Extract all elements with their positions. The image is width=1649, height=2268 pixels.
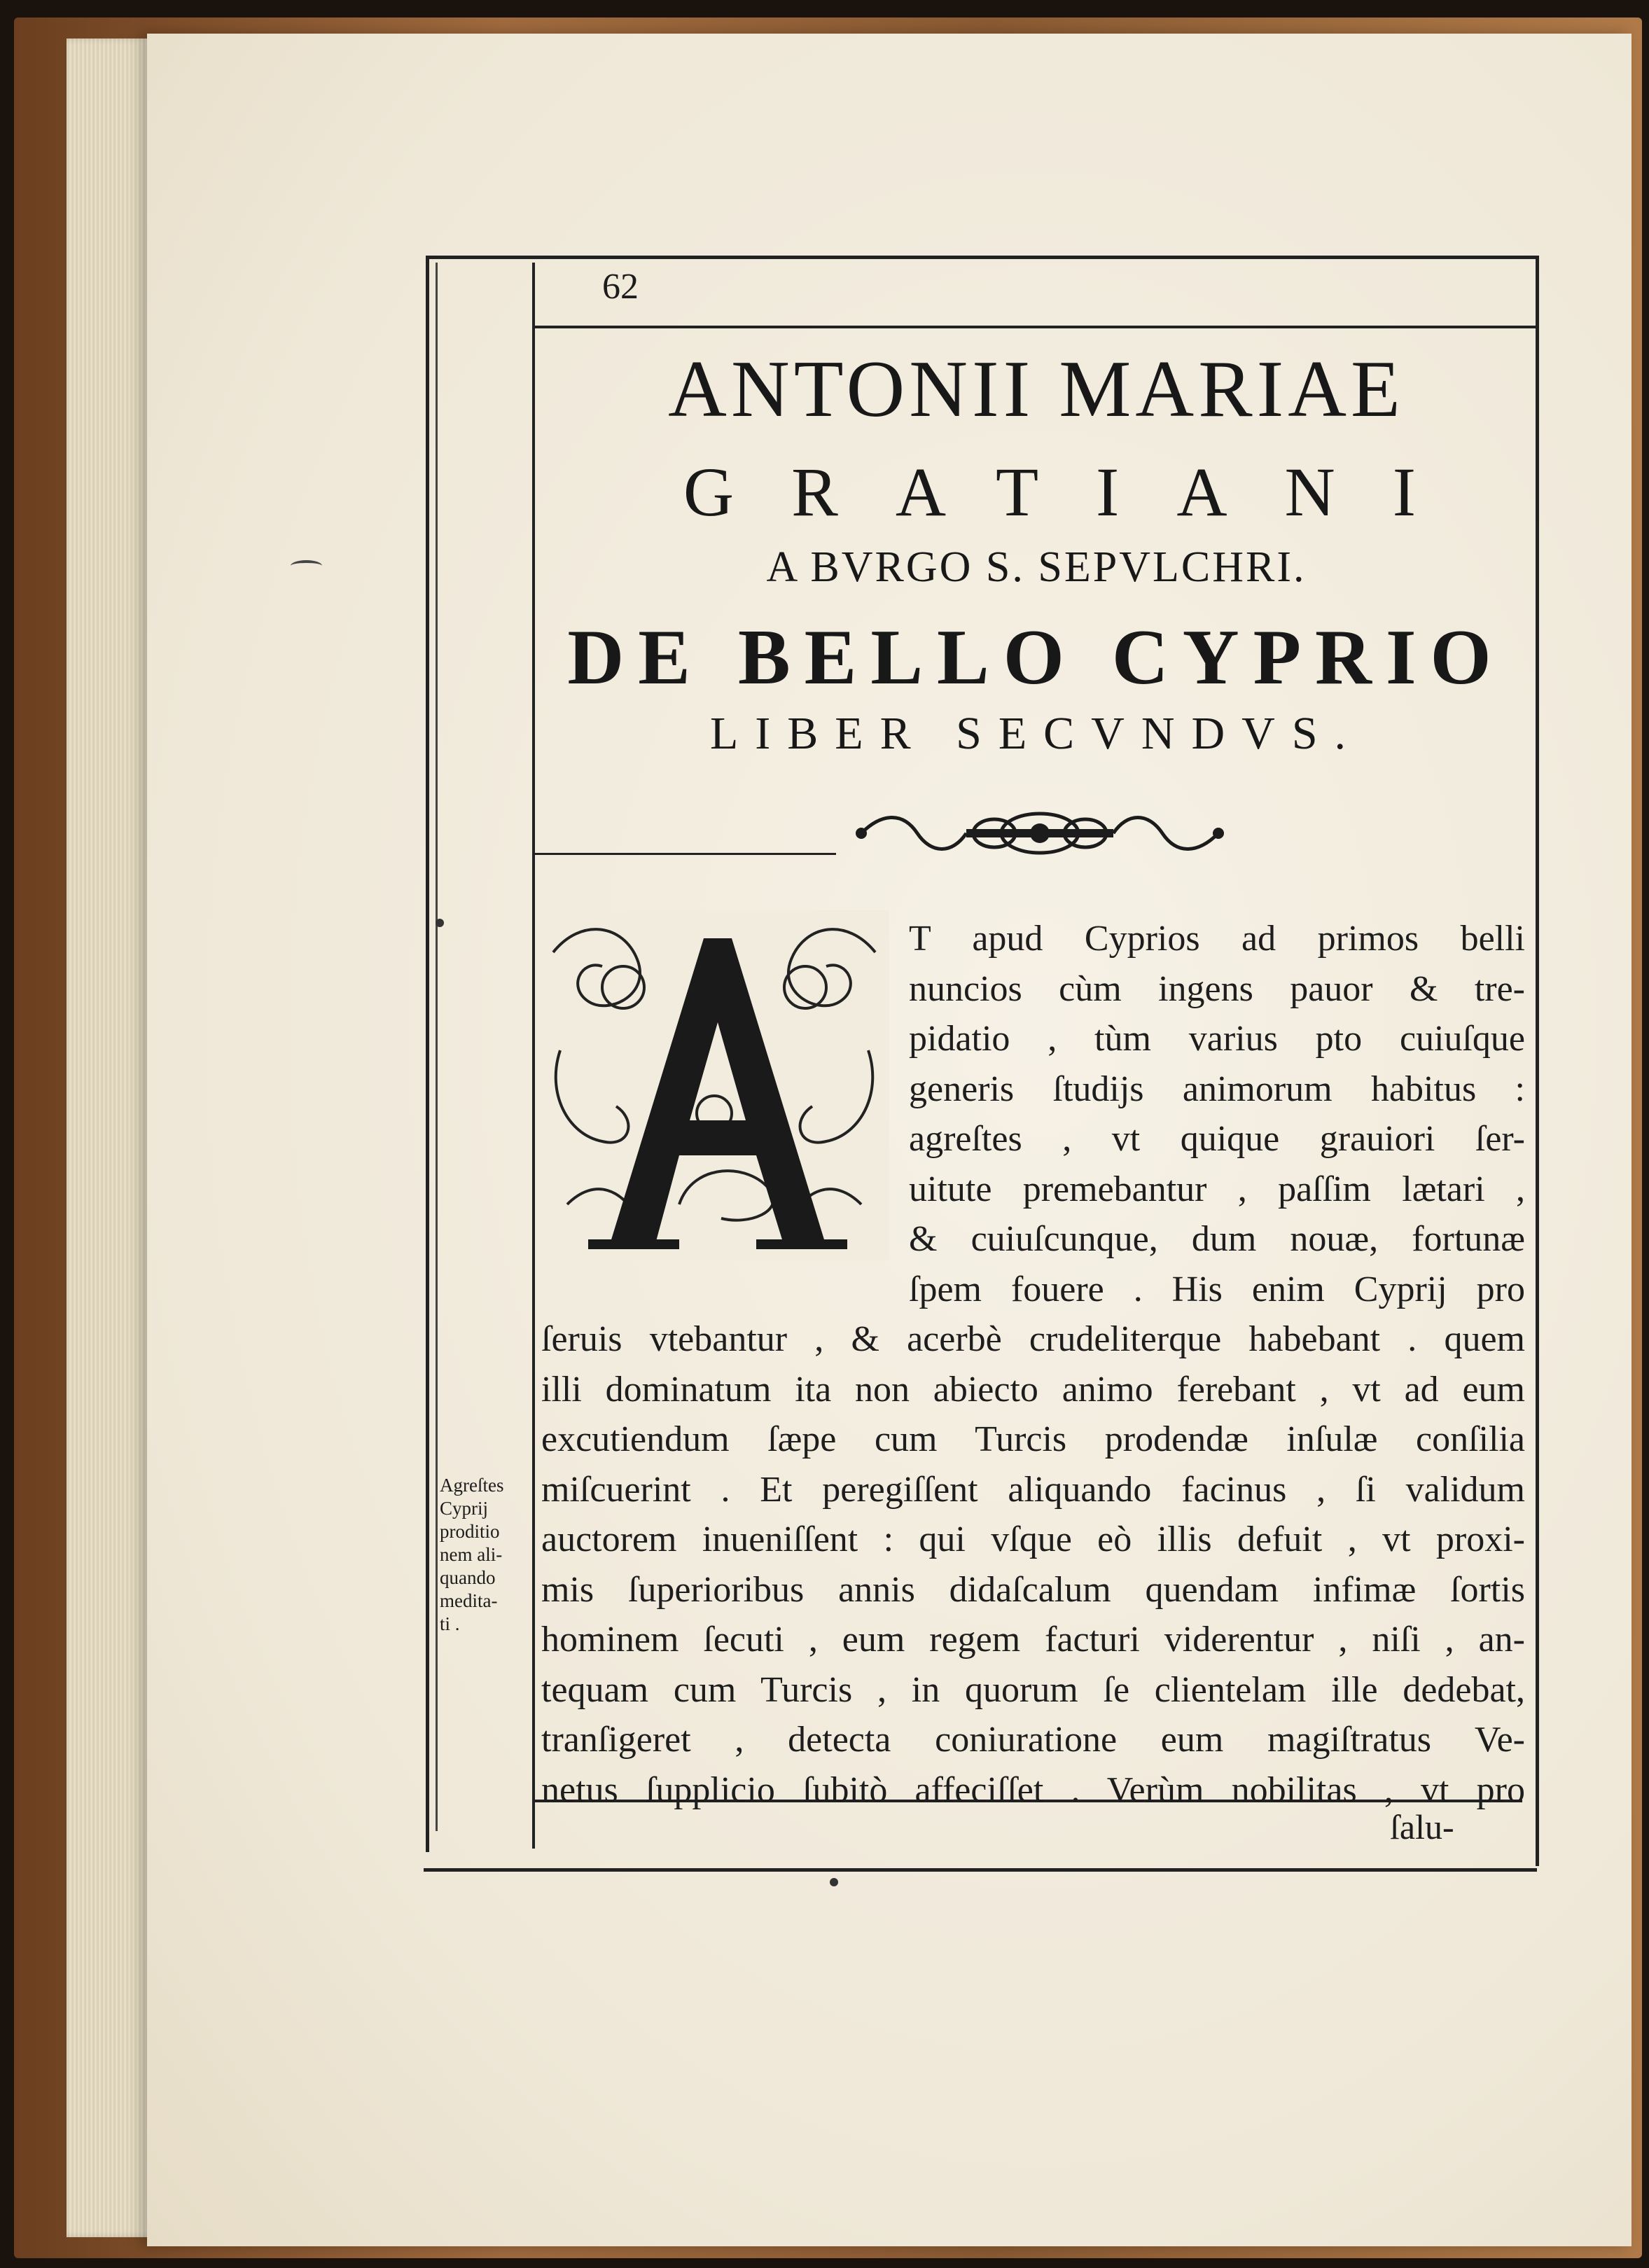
bottom-rule [424,1868,1537,1872]
title-line-1: ANTONII MARIAE [668,345,1405,434]
title-line-5: LIBER SECVNDVS. [709,708,1363,759]
ornament-rule [535,853,836,855]
margin-note-line: quando [440,1567,496,1588]
text-line: generis ſtudijs animorum habitus : [909,1069,1525,1109]
title-line-3: A BVRGO S. SEPVLCHRI. [766,543,1307,591]
margin-note-line: ti . [440,1613,460,1634]
scan-mark [291,560,322,571]
page-dot [436,919,444,927]
frame-inner-rule [532,263,535,1849]
text-line: tranſigeret , detecta coniuratione eum magiſtratus Ve- [541,1720,1525,1760]
margin-note-line: nem ali- [440,1544,503,1565]
page-dot [830,1878,838,1886]
title-line-4: DE BELLO CYPRIO [567,614,1505,701]
frame-margin-rule [436,263,438,1831]
text-line: ſpem fouere . His enim Cyprij pro [909,1269,1525,1309]
header-rule [535,326,1536,328]
text-line: tequam cum Turcis , in quorum ſe clientelam ille dedebat, [541,1669,1525,1710]
page-number: 62 [602,267,639,307]
text-line: auctorem inueniſſent : qui vſque eò illis defuit , vt proxi- [541,1519,1525,1559]
main-text [541,914,1525,1815]
text-line: illi dominatum ita non abiecto animo ferebant , vt ad eum [541,1369,1525,1410]
text-line: excutiendum ſæpe cum Turcis prodendæ inſulæ conſilia [541,1419,1525,1459]
title-line-2: GRATIANI [683,453,1474,531]
text-line: uitute premebantur , paſſim lætari , [909,1169,1525,1209]
frame-left-rule [426,256,429,1852]
text-line: pidatio , tùm varius pto cuiuſque [909,1019,1525,1059]
text-line: ſeruis vtebantur , & acerbè crudeliterque habebant . quem [541,1319,1525,1359]
margin-note-line: medita- [440,1590,498,1611]
text-line: agreſtes , vt quique grauiori ſer- [909,1119,1525,1159]
margin-note [440,1474,531,1636]
margin-note-line: proditio [440,1521,500,1542]
text-line: nuncios cùm ingens pauor & tre- [909,968,1525,1009]
text-line: mis ſuperioribus annis didaſcalum quendam infimæ ſortis [541,1569,1525,1610]
text-line: T apud Cyprios ad primos belli [909,919,1525,959]
catchword: ſalu- [1390,1807,1454,1846]
margin-note-line: Agreſtes [440,1475,504,1496]
text-line: hominem ſecuti , eum regem facturi viderentur , niſi , an- [541,1620,1525,1660]
frame-top-rule [426,256,1539,259]
text-line: netus ſupplicio ſubitò affeciſſet . Verùm nobilitas , vt pro [541,1769,1525,1810]
text-line: miſcuerint . Et peregiſſent aliquando facinus , ſi validum [541,1469,1525,1510]
fleuron-ornament-icon [854,805,1225,861]
text-line: & cuiuſcunque, dum nouæ, fortunæ [909,1219,1525,1259]
margin-note-line: Cyprij [440,1498,489,1519]
